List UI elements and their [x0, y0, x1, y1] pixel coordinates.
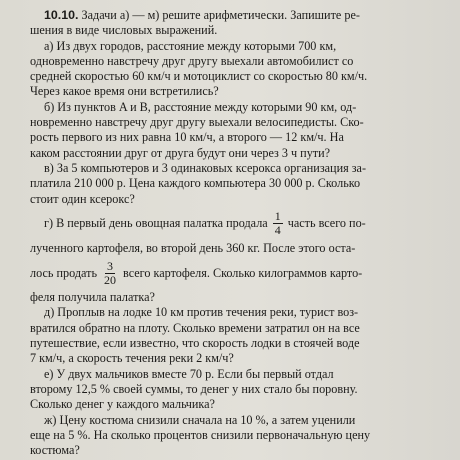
task-d-line: д) Проплыв на лодке 10 км против течения реки, турист воз- — [44, 305, 359, 320]
task-e-line: е) У двух мальчиков вместе 70 р. Если бы первый отдал — [44, 366, 334, 381]
task-e-line: Сколько денег у каждого мальчика? — [30, 397, 215, 412]
task-a-line: Через какое время они встретились? — [30, 84, 219, 99]
task-d-line: 7 км/ч, а скорость течения реки 2 км/ч? — [30, 351, 234, 366]
task-b-line: б) Из пунктов A и B, расстояние между которыми 90 км, од- — [44, 99, 357, 114]
task-v-line: в) За 5 компьютеров и 3 одинаковых ксерокса организация за- — [44, 160, 367, 175]
task-b-line: рость первого из них равна 10 км/ч, а второго — 12 км/ч. На — [30, 130, 344, 145]
task-zh-line: ж) Цену костюма снизили сначала на 10 %, а затем уценили — [44, 412, 356, 427]
fraction-three-twentieths: $\frac{3}{20}$ — [104, 258, 117, 287]
task-a-line: одновременно навстречу друг другу выехали автомобилист со — [30, 53, 354, 68]
task-a-line: а) Из двух городов, расстояние между которыми 700 км, — [44, 38, 337, 53]
task-g-line-4: феля получила палатка? — [30, 290, 155, 305]
task-zh-line: еще на 5 %. На сколько процентов снизили первоначальную цену — [30, 427, 371, 442]
task-g-line-2: лученного картофеля, во второй день 360 кг. После этого оста- — [30, 240, 356, 255]
problem-header: 10.10. Задачи а) — м) решите арифметически. Запишите ре- — [44, 8, 360, 22]
task-b-line: каком расстоянии друг от друга будут они через 3 ч пути? — [30, 145, 331, 160]
problem-number: 10.10. — [44, 8, 79, 22]
task-a-line: средней скоростью 60 км/ч и мотоциклист со скоростью 80 км/ч. — [30, 69, 368, 84]
problem-text — [30, 8, 455, 458]
task-v-line: стоит один ксерокс? — [30, 191, 135, 206]
problem-intro-line: шения в виде числовых выражений. — [30, 23, 218, 38]
task-g-line-1: г) В первый день овощная палатка продала $\frac{1}{4}$ часть всего по- — [44, 209, 366, 238]
task-zh-line: костюма? — [30, 443, 80, 458]
task-e-line: второму 12,5 % своей суммы, то денег у них стало бы поровну. — [30, 381, 358, 396]
fraction-one-quarter: $\frac{1}{4}$ — [274, 209, 281, 238]
task-d-line: путешествие, если известно, что скорость лодки в стоячей воде — [30, 336, 360, 351]
task-g-line-3: лось продать $\frac{3}{20}$ всего картофеля. Сколько килограммов карто- — [30, 258, 363, 287]
task-b-line: новременно навстречу друг другу выехали велосипедисты. Ско- — [30, 115, 364, 130]
task-d-line: вратился обратно на плоту. Сколько времени затратил он на все — [30, 320, 360, 335]
task-v-line: платила 210 000 р. Цена каждого компьютера 30 000 р. Сколько — [30, 176, 361, 191]
